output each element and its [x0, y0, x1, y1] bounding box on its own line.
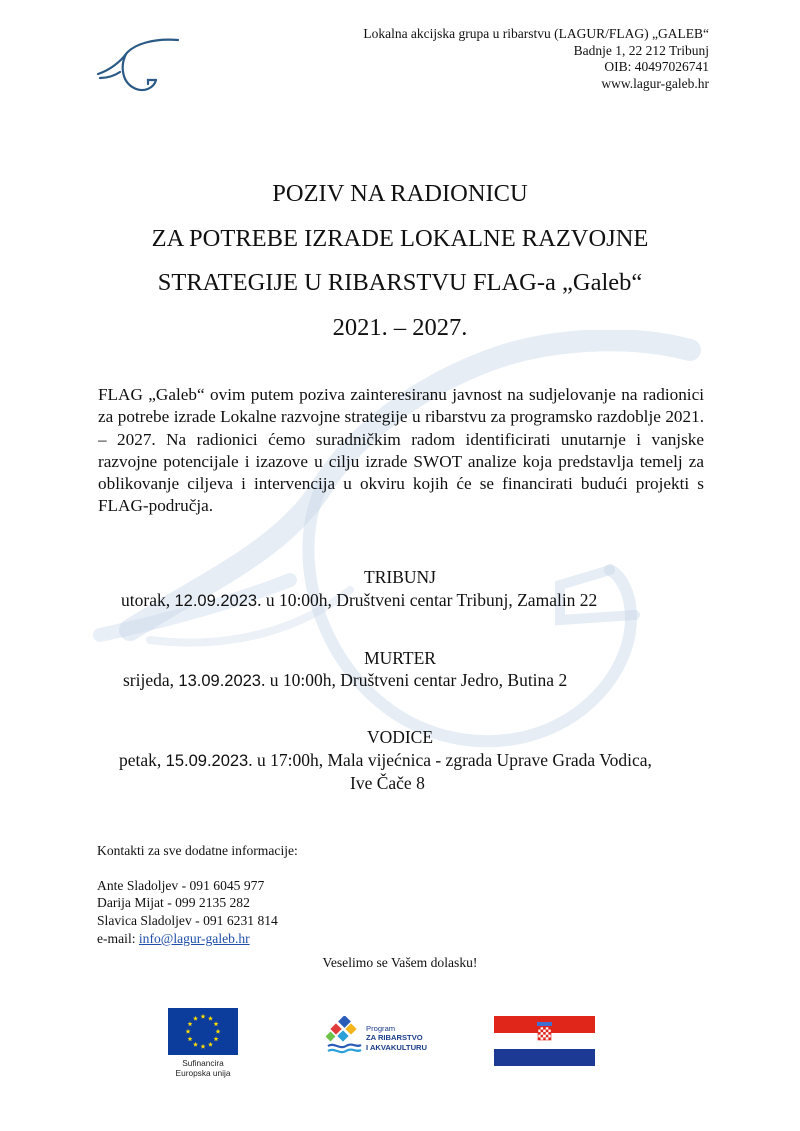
- coat-square: [541, 1030, 544, 1033]
- org-address: Badnje 1, 22 212 Tribunj: [573, 42, 709, 58]
- org-oib: OIB: 40497026741: [604, 59, 709, 75]
- event-info: . u 17:00h, Mala vijećnica - zgrada Uprave Grada Vodica,: [248, 750, 652, 770]
- email-label: e-mail:: [97, 930, 139, 946]
- org-name: Lokalna akcijska grupa u ribarstvu (LAGUR/FLAG) „GALEB“: [363, 26, 709, 41]
- coat-square: [541, 1037, 544, 1040]
- coat-square: [541, 1032, 544, 1035]
- coat-square: [548, 1030, 551, 1033]
- coat-square: [543, 1030, 546, 1033]
- program-line-1: Program: [366, 1024, 396, 1033]
- coat-square: [543, 1037, 546, 1040]
- coat-square: [543, 1027, 546, 1030]
- coat-square: [546, 1027, 549, 1030]
- coat-square: [546, 1035, 549, 1038]
- program-name: [366, 1024, 427, 1052]
- org-website: www.lagur-galeb.hr: [601, 75, 709, 91]
- event-day: petak,: [119, 750, 166, 770]
- title-line-3: STRATEGIJE U RIBARSTVU FLAG-a „Galeb“: [157, 269, 643, 296]
- contacts-block: [97, 842, 298, 948]
- title-line-4: 2021. – 2027.: [332, 313, 468, 341]
- coat-square: [546, 1032, 549, 1035]
- program-line-2: ZA RIBARSTVO: [366, 1033, 423, 1043]
- coat-square: [538, 1030, 541, 1033]
- coat-square: [548, 1035, 551, 1038]
- title-line-2: ZA POTREBE IZRADE LOKALNE RAZVOJNE: [151, 224, 649, 252]
- email-link[interactable]: info@lagur-galeb.hr: [138, 930, 250, 946]
- coat-square: [546, 1037, 549, 1040]
- event-info: . u 10:00h, Društveni centar Tribunj, Zamalin 22: [257, 590, 598, 610]
- eu-caption: [158, 1058, 248, 1078]
- event-info: . u 10:00h, Društveni centar Jedro, Butina 2: [261, 670, 568, 690]
- event-details-murter: [123, 670, 567, 691]
- coat-square: [538, 1035, 541, 1038]
- contacts-intro: Kontakti za sve dodatne informacije:: [97, 843, 298, 858]
- contact-person: Darija Mijat - 099 2135 282: [97, 895, 250, 911]
- coat-square: [541, 1035, 544, 1038]
- fisheries-program-logo-icon: [326, 1016, 362, 1056]
- eu-flag-icon: [168, 1008, 238, 1055]
- event-location-vodice: VODICE: [366, 727, 434, 747]
- croatian-flag-icon: [494, 1016, 595, 1066]
- coat-square: [548, 1037, 551, 1040]
- event-day: srijeda,: [123, 670, 179, 690]
- event-location-murter: MURTER: [364, 648, 436, 668]
- eu-caption-line-1: Sufinancira: [182, 1058, 224, 1068]
- coat-square: [538, 1027, 541, 1030]
- coat-crown: [537, 1022, 552, 1026]
- event-date: 15.09.2023: [165, 752, 249, 770]
- document-title: [0, 172, 800, 350]
- closing-text: Veselimo se Vašem dolasku!: [322, 955, 478, 970]
- title-line-1: POZIV NA RADIONICU: [272, 180, 528, 207]
- invitation-paragraph: FLAG „Galeb“ ovim putem poziva zainteresiranu javnost na sudjelovanje na radionici za potrebe izrade Lokalne razvojne strategije u ribarstvu za programsko razdoblje 2021. – 2027. Na radionici ćemo suradničkim radom identificirati unutarnje i vanjske razvojne potencijale i izazove u cilju izrade SWOT analize koja predstavlja temelj za oblikovanje ciljeva i intervencija u okviru kojih će se financirati budući projekti s FLAG-područja.: [98, 385, 704, 516]
- event-date: 13.09.2023: [178, 672, 261, 690]
- event-day: utorak,: [121, 590, 175, 610]
- program-line-3: I AKVAKULTURU: [366, 1042, 428, 1052]
- coat-square: [546, 1030, 549, 1033]
- email-line: [97, 930, 298, 948]
- event-details-tribunj: [121, 590, 597, 611]
- seagull-logo-icon: [94, 36, 182, 96]
- contact-person: Slavica Sladoljev - 091 6231 814: [97, 913, 278, 929]
- coat-square: [548, 1027, 551, 1030]
- coat-square: [548, 1032, 551, 1035]
- contact-person: Ante Sladoljev - 091 6045 977: [97, 877, 265, 893]
- coat-square: [541, 1027, 544, 1030]
- event-details-vodice: [119, 750, 652, 771]
- event-date: 12.09.2023: [174, 592, 258, 610]
- organization-header: [363, 26, 709, 92]
- coat-square: [543, 1035, 546, 1038]
- event-address-vodice: Ive Čače 8: [350, 773, 425, 793]
- coat-square: [543, 1032, 546, 1035]
- event-location-tribunj: TRIBUNJ: [364, 567, 436, 587]
- eu-caption-line-2: Europska unija: [175, 1068, 231, 1078]
- coat-square: [538, 1032, 541, 1035]
- coat-square: [538, 1037, 541, 1040]
